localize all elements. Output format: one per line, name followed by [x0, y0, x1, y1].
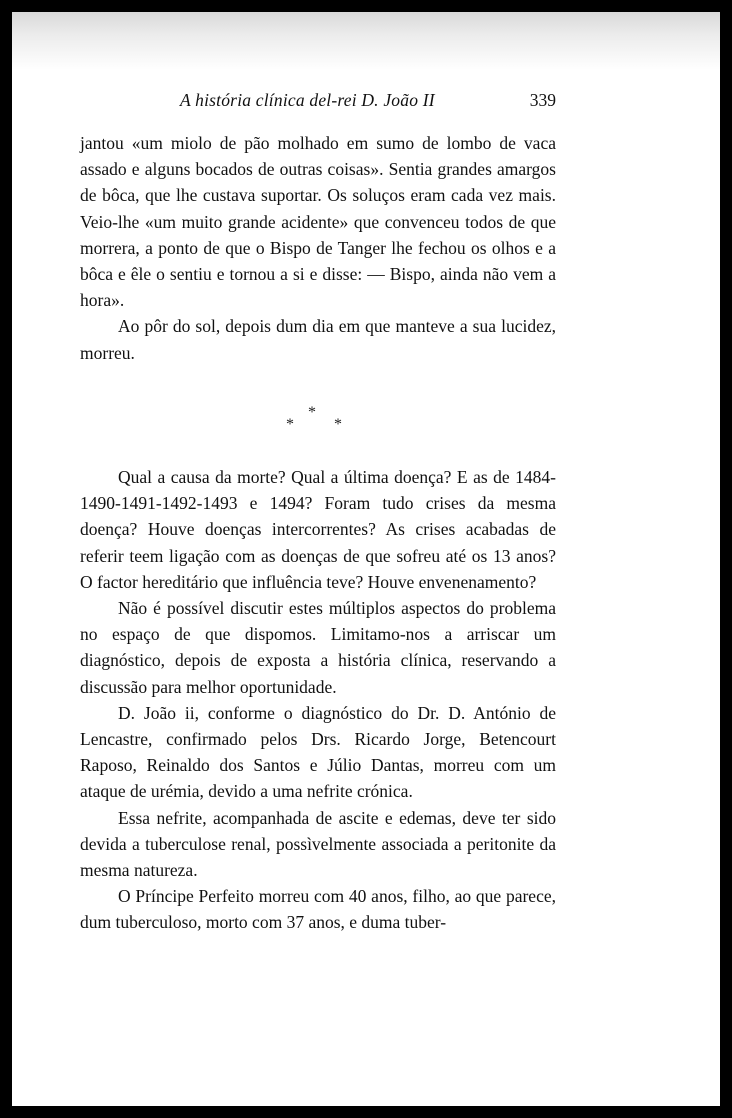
book-page: [12, 12, 720, 1106]
text-block-before: [80, 130, 556, 366]
page-header: [80, 90, 556, 114]
text-block-after: [80, 464, 556, 936]
paragraph: D. João ii, conforme o diagnóstico do Dr. D. António de Lencastre, confirmado pelos Drs. Ricardo Jorge, Betencourt Raposo, Reinaldo dos Santos e Júlio Dantas, morreu com um ataque de urémia, devido a uma nefrite crónica.: [80, 702, 556, 802]
asterisk: *: [334, 416, 342, 433]
paragraph: Ao pôr do sol, depois dum dia em que manteve a sua lucidez, morreu.: [80, 316, 556, 363]
paragraph: jantou «um miolo de pão molhado em sumo de lombo de vaca assado e alguns bocados de outras coisas». Sentia grandes amargos de bôca, que lhe custava suportar. Os soluços eram cada vez mais. Veio-lhe «um muito grande acidente» que convenceu todos de que morrera, a ponto de que o Bispo de Tanger lhe fechou os olhos e a bôca e êle o sentiu e tornou a si e disse: — Bispo, ainda não vem a hora».: [80, 133, 556, 311]
running-title: A história clínica del-rei D. João II: [180, 90, 435, 110]
asterisk: *: [308, 404, 316, 421]
paragraph: O Príncipe Perfeito morreu com 40 anos, filho, ao que parece, dum tuberculoso, morto com 37 anos, e duma tuber-: [80, 886, 556, 933]
asterisk: *: [286, 416, 294, 433]
paragraph: Qual a causa da morte? Qual a última doença? E as de 1484-1490-1491-1492-1493 e 1494? Foram tudo crises da mesma doença? Houve doenças intercorrentes? As crises acabadas de referir teem ligação com as doenças de que sofreu até os 13 anos? O factor hereditário que influência teve? Houve envenenamento?: [80, 467, 556, 592]
asterism-separator: [282, 404, 352, 444]
page-number: 339: [529, 90, 556, 110]
paragraph: Essa nefrite, acompanhada de ascite e edemas, deve ter sido devida a tuberculose renal, possìvelmente associada a peritonite da mesma natureza.: [80, 807, 556, 881]
paragraph: Não é possível discutir estes múltiplos aspectos do problema no espaço de que dispomos. Limitamo-nos a arriscar um diagnóstico, depois de exposta a história clínica, reservando a discussão para melhor oportunidade.: [80, 598, 556, 697]
